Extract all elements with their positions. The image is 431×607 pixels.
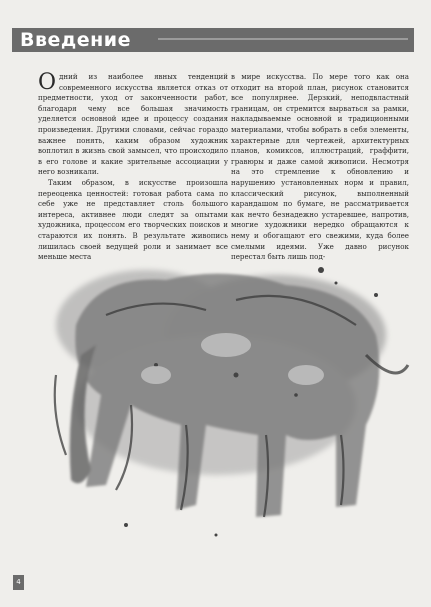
paragraph-3: в мире искусства. По мере того как она отходит на второй план, рисунок становится все популярнее. Дерзкий, неподвластный границам, он стремится вырваться за рамки, накладываемые основной и традиционными материалами, чтобы вобрать в себя элементы, характерные для чертежей, архитектурных планов, комиксов, иллюстраций, граффити, гравюры и даже самой живописи. Несмотря на это стремление к обновлению и нарушению установленных норм и правил, классический рисунок, выполненный карандашом по бумаге, не рассматривается как нечто безнадежно устаревшее, напротив, многие художники нередко обращаются к нему и обогащают его свежими, куда более смелыми идеями. Уже давно рисунок перестал быть лишь под- [231, 72, 409, 262]
text-column-right [231, 72, 409, 263]
ink-wash-elephant-illustration [36, 255, 416, 555]
header-divider [158, 38, 408, 40]
section-header [12, 28, 414, 52]
elephant-body [70, 274, 380, 517]
paragraph-1 [38, 72, 228, 178]
text-column-left [38, 72, 228, 263]
paragraph-1-text: дний из наиболее явных тенденций современного искусства является отказ от предметности, уход от законченности работ, благодаря чему все большая значимость уделяется основной идее и процессу создания произведения. Другими словами, сейчас гораздо важнее понять, каким образом художник воплотил в жизнь свой замысел, что происходило в его голове и какие зрительные ассоциации у него возникали. [38, 72, 228, 177]
dropcap-letter: О [38, 70, 57, 95]
paragraph-2: Таким образом, в искусстве произошла переоценка ценностей: готовая работа сама по себе уже не представляет столь большого интереса, активнее люди следят за опытами художника, процессом его творческих поисков и стараются их понять. В результате живопись лишилась своей ведущей роли и занимает все меньше места [38, 177, 228, 262]
page-number: 4 [13, 575, 24, 590]
section-title: Введение [20, 29, 131, 51]
